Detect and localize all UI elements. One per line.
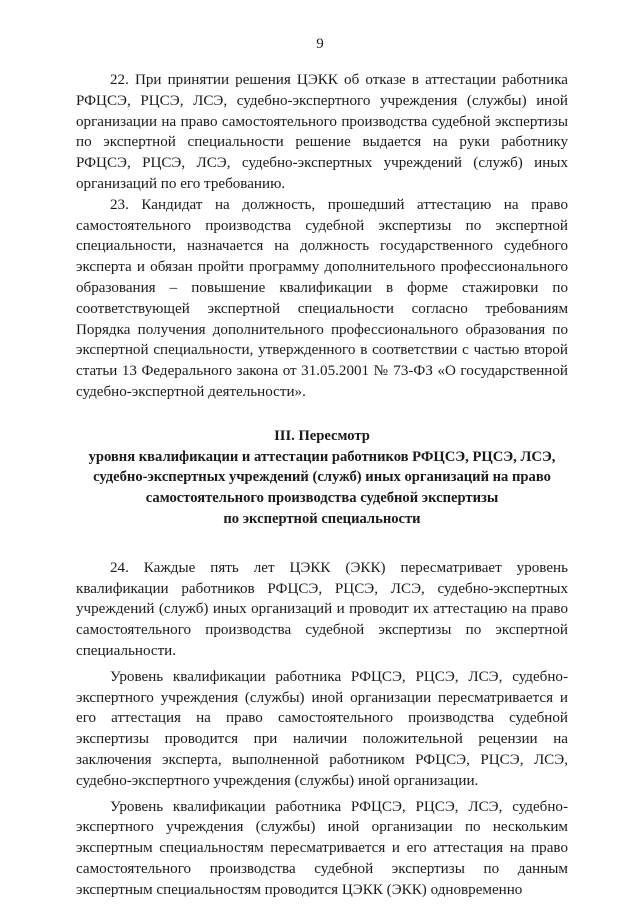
section-heading — [76, 426, 568, 530]
section-heading-line: судебно-экспертных учреждений (служб) иных организаций на право — [93, 469, 551, 486]
paragraph-multiple-specialties: Уровень квалификации работника РФЦСЭ, РЦСЭ, ЛСЭ, судебно-экспертного учреждения (службы) иной организации по нескольким экспертным специальностям пересматривается и его аттестация на право самостоятельного производства судебной экспертизы по данным экспертным специальностям проводится ЦЭКК (ЭКК) одновременно — [76, 798, 568, 898]
section-heading-line: по экспертной специальности — [223, 510, 421, 527]
page-number: 9 — [316, 36, 324, 52]
section-heading-line: III. Пересмотр — [274, 427, 370, 444]
paragraph-qualification-review: Уровень квалификации работника РФЦСЭ, РЦСЭ, ЛСЭ, судебно-экспертного учреждения (службы) иной организации пересматривается и его аттестация на право самостоятельного производства судебной экспертизы проводится при наличии положительной рецензии на заключения эксперта, выполненной работником РФЦСЭ, РЦСЭ, ЛСЭ, судебно-экспертного учреждения (службы) иной организации. — [76, 668, 568, 789]
paragraph-24: 24. Каждые пять лет ЦЭКК (ЭКК) пересматривает уровень квалификации работников РФЦСЭ, РЦСЭ, ЛСЭ, судебно-экспертных учреждений (служб) иных организаций и проводит их аттестацию на право самостоятельного производства судебной экспертизы по экспертной специальности. — [76, 559, 568, 659]
paragraph-23: 23. Кандидат на должность, прошедший аттестацию на право самостоятельного производства судебной экспертизы по экспертной специальности, назначается на должность государственного судебного эксперта и обязан пройти программу дополнительного профессионального образования – повышение квалификации в форме стажировки по соответствующей экспертной специальности согласно требованиям Порядка получения дополнительного профессионального образования по экспертной специальности, утвержденного в соответствии с частью второй статьи 13 Федерального закона от 31.05.2001 № 73-ФЗ «О государственной судебно-экспертной деятельности». — [76, 196, 568, 400]
section-heading-line: самостоятельного производства судебной экспертизы — [145, 490, 499, 507]
section-heading-line: уровня квалификации и аттестации работников РФЦСЭ, РЦСЭ, ЛСЭ, — [88, 448, 556, 465]
document-body — [76, 70, 568, 900]
paragraph-22: 22. При принятии решения ЦЭКК об отказе в аттестации работника РФЦСЭ, РЦСЭ, ЛСЭ, судебно-экспертного учреждения (службы) иной организации на право самостоятельного производства судебной экспертизы по экспертной специальности решение выдается на руки работнику РФЦСЭ, РЦСЭ, ЛСЭ, судебно-экспертных учреждений (служб) иных организаций по его требованию. — [76, 72, 568, 192]
